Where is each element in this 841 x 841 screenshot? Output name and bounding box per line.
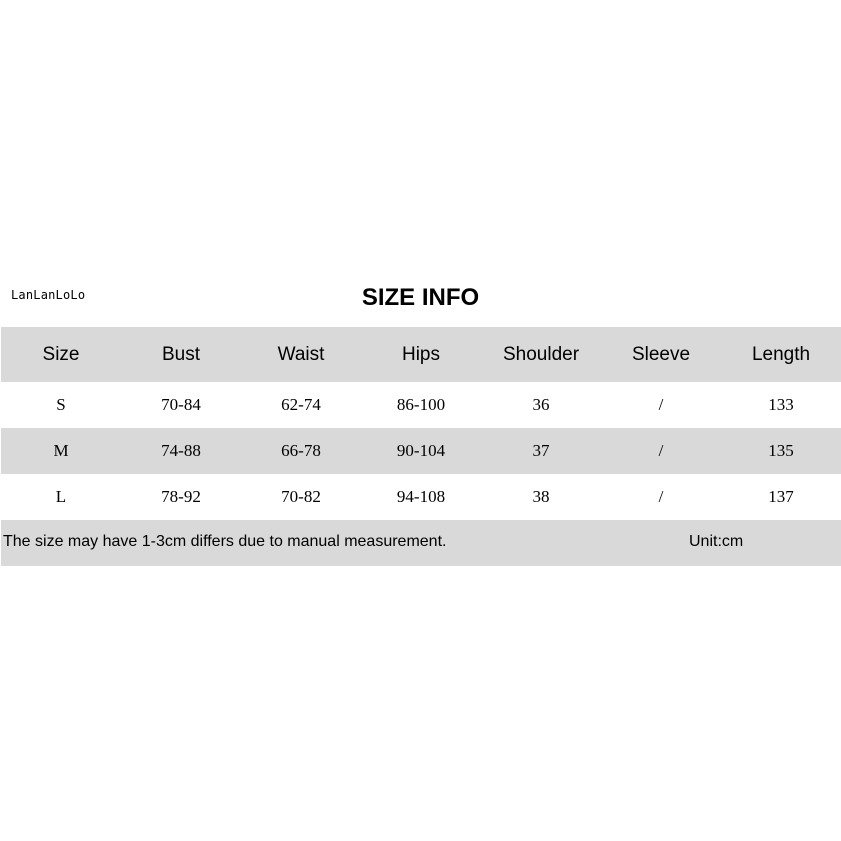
cell-size: S: [56, 395, 66, 414]
header-waist: Waist: [277, 343, 325, 365]
cell-bust: 70-84: [161, 395, 201, 414]
cell-hips: 94-108: [396, 487, 446, 506]
cell-waist: 70-82: [281, 487, 321, 506]
measurement-note: The size may have 1-3cm differs due to manual measurement.: [3, 533, 447, 550]
cell-length: 137: [768, 487, 794, 506]
cell-hips: 90-104: [396, 441, 446, 460]
cell-bust: 74-88: [161, 441, 201, 460]
table-row: [1, 382, 841, 428]
header-shoulder: Shoulder: [502, 343, 580, 365]
cell-sleeve: /: [658, 395, 664, 414]
cell-waist: 66-78: [281, 441, 321, 460]
brand-logo: LanLanLoLo: [11, 288, 86, 302]
header-length: Length: [751, 343, 811, 365]
table-header-row: [1, 327, 841, 382]
cell-length: 135: [768, 441, 794, 460]
table-row: [1, 428, 841, 474]
header-size: Size: [42, 343, 80, 365]
header-sleeve: Sleeve: [631, 343, 691, 365]
table-footer: [1, 520, 841, 566]
table-row: [1, 474, 841, 520]
cell-shoulder: 36: [532, 395, 550, 414]
cell-sleeve: /: [658, 487, 664, 506]
page-title: SIZE INFO: [361, 284, 480, 311]
header-hips: Hips: [401, 343, 440, 365]
cell-shoulder: 37: [532, 441, 550, 460]
cell-shoulder: 38: [532, 487, 550, 506]
cell-sleeve: /: [658, 441, 664, 460]
cell-size: M: [53, 441, 69, 460]
cell-length: 133: [768, 395, 794, 414]
header-bust: Bust: [161, 343, 201, 365]
cell-size: L: [55, 487, 67, 506]
cell-waist: 62-74: [281, 395, 321, 414]
cell-bust: 78-92: [161, 487, 201, 506]
cell-hips: 86-100: [396, 395, 446, 414]
unit-label: Unit:cm: [689, 533, 744, 550]
size-table: [1, 327, 841, 520]
